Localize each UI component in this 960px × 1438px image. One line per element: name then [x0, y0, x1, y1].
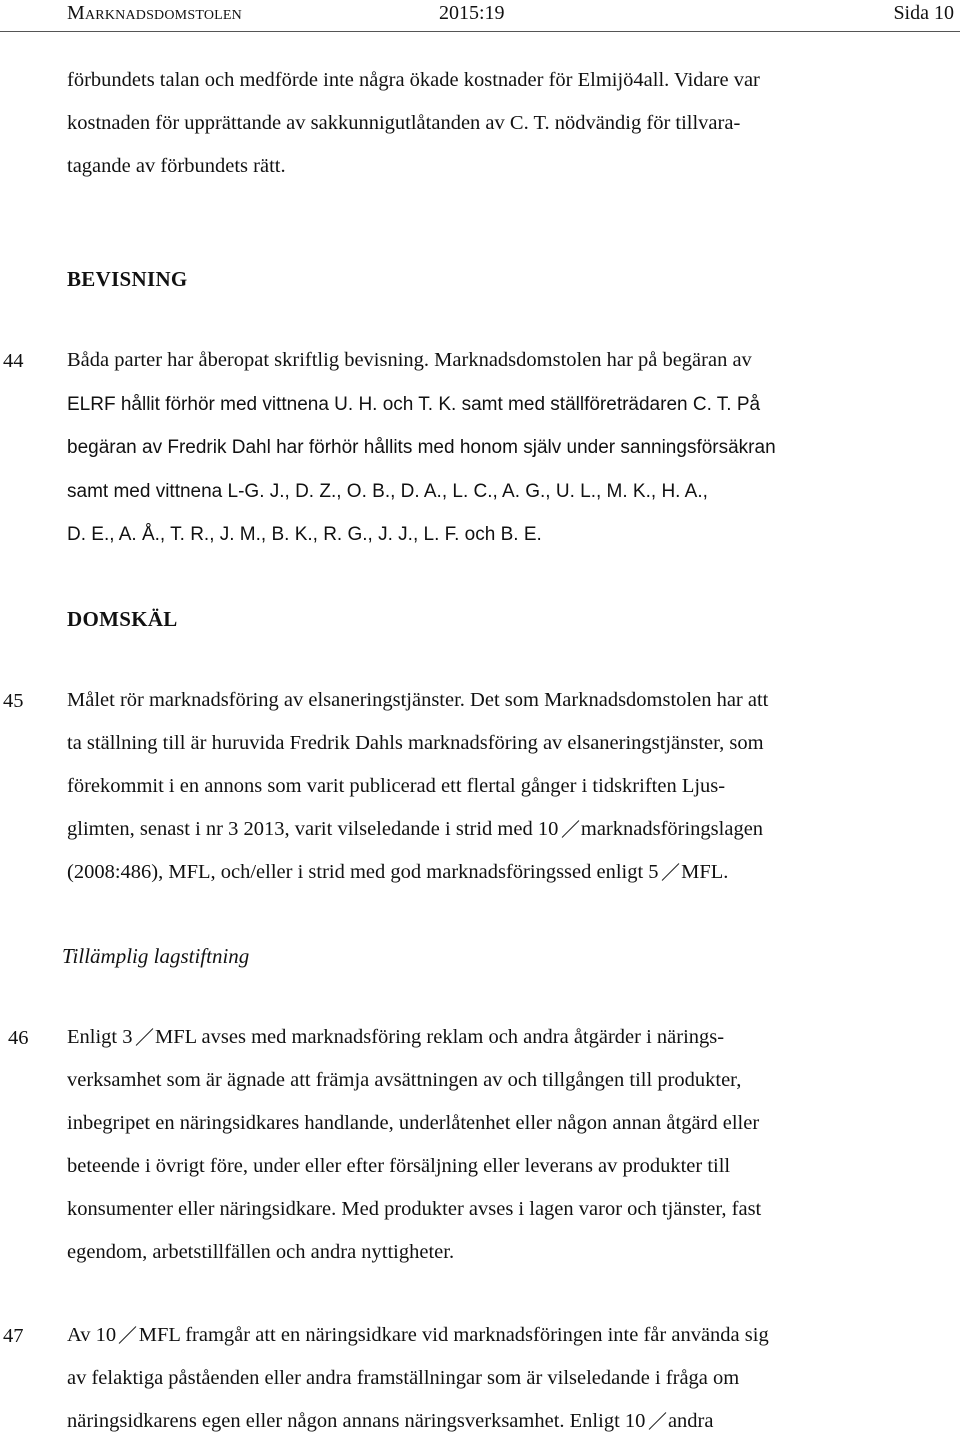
body-line: D. E., A. Å., T. R., J. M., B. K., R. G., J. J., L. F. och B. E.	[67, 524, 542, 545]
text-segment: näringsidkarens egen eller någon annans näringsverksamhet. Enligt 10	[67, 1410, 646, 1432]
body-line: ta ställning till är huruvida Fredrik Dahls marknadsföring av elsaneringstjänster, som	[67, 732, 764, 754]
text-segment: Av 10	[67, 1324, 117, 1346]
body-line	[67, 819, 763, 840]
header-page-number: Sida 10	[893, 2, 954, 24]
paragraph-number: 44	[3, 350, 24, 372]
body-line: kostnaden för upprättande av sakkunnigutlåtanden av C. T. nödvändig för tillvara-	[67, 112, 741, 134]
paragraph-number: 47	[3, 1325, 24, 1347]
text-segment: marknadsföringslagen	[580, 818, 764, 840]
body-line	[67, 1411, 713, 1432]
section-heading-domskal: DOMSKÄL	[67, 607, 178, 631]
body-line: ELRF hållit förhör med vittnena U. H. och T. K. samt med ställföreträdaren C. T. På	[67, 394, 761, 415]
text-segment: andra	[667, 1410, 714, 1432]
text-segment: glimten, senast i nr 3 2013, varit vilseledande i strid med 10	[67, 818, 559, 840]
body-line	[67, 1325, 769, 1346]
body-line: tagande av förbundets rätt.	[67, 155, 286, 177]
page-header	[0, 0, 960, 34]
body-line: inbegripet en näringsidkares handlande, underlåtenhet eller någon annan åtgärd eller	[67, 1112, 760, 1134]
paragraph-number: 45	[3, 690, 24, 712]
body-line	[67, 1027, 724, 1048]
section-sign-icon	[651, 1413, 663, 1429]
body-line: beteende i övrigt före, under eller efter försäljning eller leverans av produkter till	[67, 1155, 731, 1177]
body-line: konsumenter eller näringsidkare. Med produkter avses i lagen varor och tjänster, fast	[67, 1198, 762, 1220]
body-line: begäran av Fredrik Dahl har förhör hållits med honom själv under sanningsförsäkran	[67, 437, 776, 458]
text-segment: MFL.	[681, 861, 729, 883]
body-line: Målet rör marknadsföring av elsaneringstjänster. Det som Marknadsdomstolen har att	[67, 689, 769, 711]
section-heading-bevisning: BEVISNING	[67, 267, 188, 291]
body-line: förekommit i en annons som varit publicerad ett flertal gånger i tidskriften Ljus-	[67, 775, 726, 797]
section-sign-icon	[563, 821, 575, 837]
body-line: samt med vittnena L-G. J., D. Z., O. B., D. A., L. C., A. G., U. L., M. K., H. A.,	[67, 481, 708, 502]
body-line: verksamhet som är ägnade att främja avsättningen av och tillgången till produkter,	[67, 1069, 742, 1091]
subsection-heading: Tillämplig lagstiftning	[62, 944, 250, 968]
text-segment: MFL framgår att en näringsidkare vid marknadsföringen inte får använda sig	[138, 1324, 769, 1346]
paragraph-number: 46	[8, 1027, 29, 1049]
text-segment: MFL avses med marknadsföring reklam och andra åtgärder i närings-	[155, 1026, 725, 1048]
body-line: Båda parter har åberopat skriftlig bevisning. Marknadsdomstolen har på begäran av	[67, 349, 752, 371]
section-sign-icon	[121, 1327, 133, 1343]
body-line	[67, 862, 728, 883]
section-sign-icon	[138, 1029, 150, 1045]
text-segment: (2008:486), MFL, och/eller i strid med god marknadsföringssed enligt 5	[67, 861, 659, 883]
text-segment: Enligt 3	[67, 1026, 133, 1048]
header-title: Marknadsdomstolen	[67, 2, 242, 24]
body-line: förbundets talan och medförde inte några ökade kostnader för Elmijö4all. Vidare var	[67, 69, 760, 91]
header-divider	[0, 31, 960, 32]
body-line: av felaktiga påståenden eller andra framställningar som är vilseledande i fråga om	[67, 1367, 740, 1389]
section-sign-icon	[664, 864, 676, 880]
header-case-number: 2015:19	[439, 2, 505, 24]
body-line: egendom, arbetstillfällen och andra nyttigheter.	[67, 1241, 455, 1263]
